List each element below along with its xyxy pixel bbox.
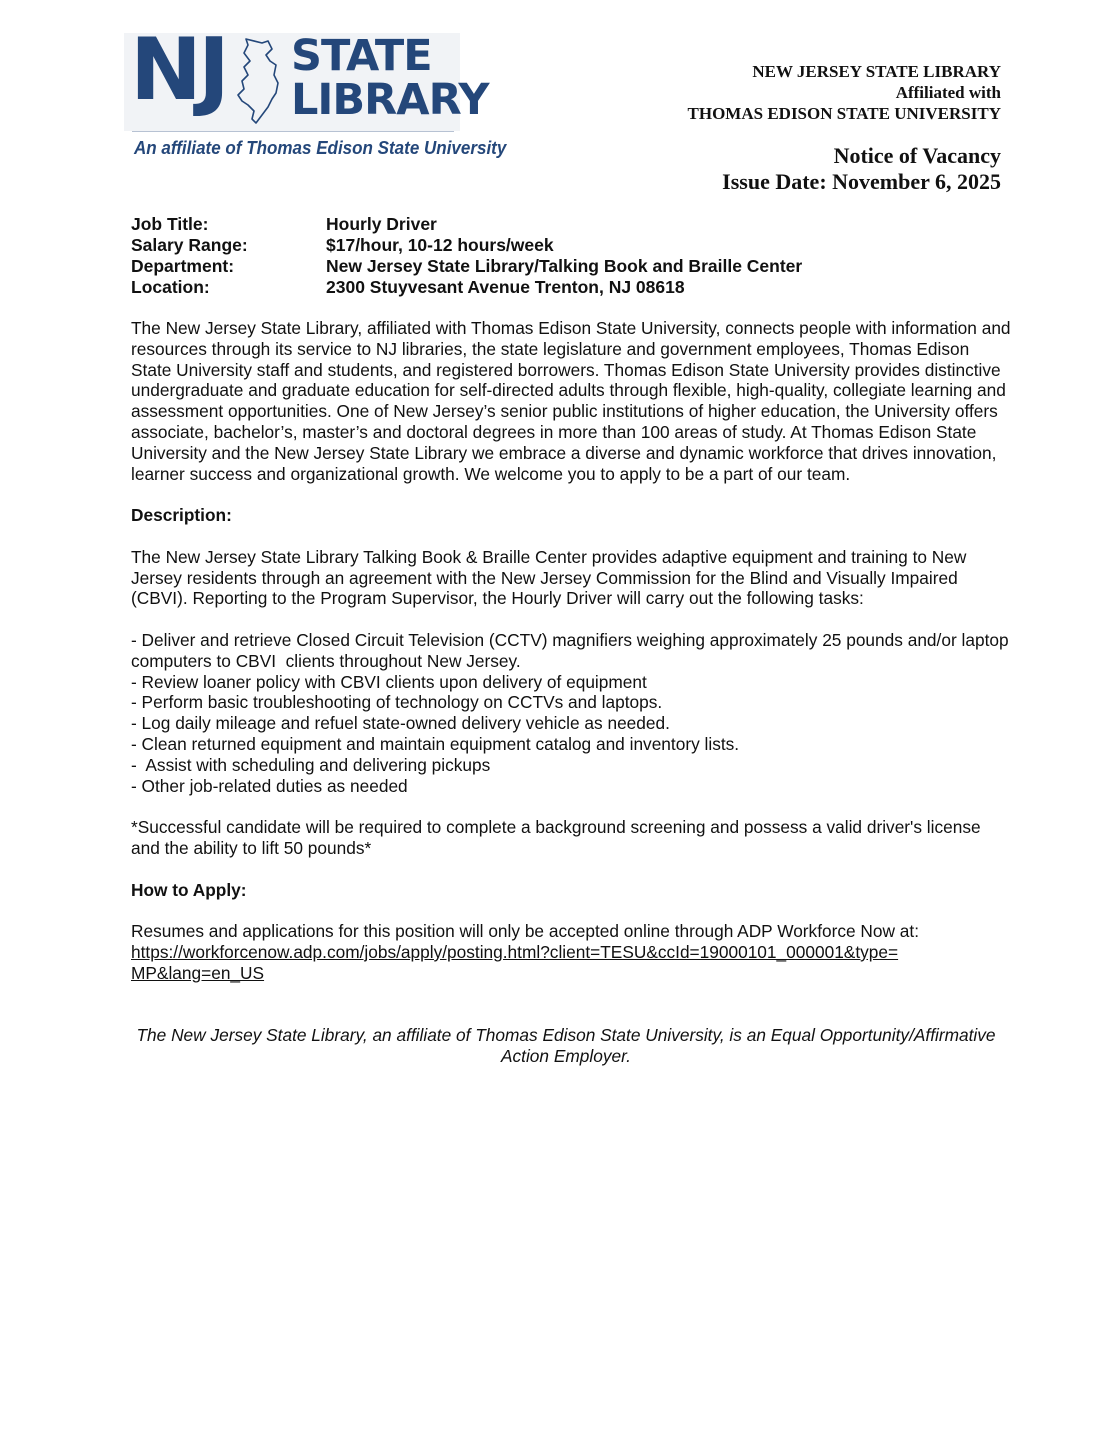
department-value: New Jersey State Library/Talking Book and Braille Center <box>326 256 803 276</box>
logo-divider <box>132 131 454 132</box>
apply-instructions: Resumes and applications for this position will only be accepted online through ADP Workforce Now at: <box>131 921 920 942</box>
task-item: - Other job-related duties as needed <box>131 775 408 796</box>
logo-nj-mark: NJ <box>130 20 226 120</box>
logo-word-library: LIBRARY <box>291 75 489 125</box>
salary-value: $17/hour, 10-12 hours/week <box>326 235 554 255</box>
equal-opportunity-statement: The New Jersey State Library, an affiliate of Thomas Edison State University, is an Equal Opportunity/Affirmative Action Employer. <box>136 1025 996 1066</box>
task-item: - Log daily mileage and refuel state-owned delivery vehicle as needed. <box>131 713 670 734</box>
posting-body <box>131 318 1014 984</box>
job-title-label: Job Title: <box>131 214 209 234</box>
application-link[interactable]: https://workforcenow.adp.com/jobs/apply/posting.html?client=TESU&ccId=19000101_000001&type=MP&lang=en_US <box>131 941 899 983</box>
location-value: 2300 Stuyvesant Avenue Trenton, NJ 08618 <box>326 277 685 297</box>
location-row <box>131 277 802 298</box>
logo-tagline: An affiliate of Thomas Edison State University <box>134 137 507 158</box>
task-item: - Assist with scheduling and delivering pickups <box>131 754 491 775</box>
job-info <box>131 214 802 298</box>
logo-word-state: STATE <box>291 31 432 81</box>
task-list <box>131 629 1014 796</box>
description-heading: Description: <box>131 505 232 526</box>
salary-row <box>131 235 802 256</box>
notice-block <box>722 143 1001 195</box>
how-to-apply-heading: How to Apply: <box>131 879 247 900</box>
location-label: Location: <box>131 277 210 297</box>
description-paragraph: The New Jersey State Library Talking Book & Braille Center provides adaptive equipment and training to New Jersey residents through an agreement with the New Jersey Commission for the Blind and Visually Impaired (CBVI). Reporting to the Program Supervisor, the Hourly Driver will carry out the following tasks: <box>131 546 967 609</box>
department-row <box>131 256 802 277</box>
affiliated-with: Affiliated with <box>895 83 1001 102</box>
intro-paragraph: The New Jersey State Library, affiliated with Thomas Edison State University, connects people with information and resources through its service to NJ libraries, the state legislature and government employees, Thomas Edison State University staff and students, and registered borrowers. Thomas Edison State University provides distinctive undergraduate and graduate education for self-directed adults through flexible, high-quality, collegiate learning and assessment opportunities. One of New Jersey’s senior public institutions of higher education, the University offers associate, bachelor’s, master’s and doctoral degrees in more than 100 areas of study. At Thomas Edison State University and the New Jersey State Library we embrace a diverse and dynamic workforce that drives innovation, learner success and organizational growth. We welcome you to apply to be a part of our team. <box>131 318 1011 484</box>
org-name: NEW JERSEY STATE LIBRARY <box>752 62 1001 81</box>
job-title-value: Hourly Driver <box>326 214 437 234</box>
issue-date: Issue Date: November 6, 2025 <box>722 169 1001 194</box>
task-item: - Clean returned equipment and maintain equipment catalog and inventory lists. <box>131 733 740 754</box>
task-item: - Perform basic troubleshooting of technology on CCTVs and laptops. <box>131 692 663 713</box>
university-name: THOMAS EDISON STATE UNIVERSITY <box>687 104 1001 123</box>
new-jersey-outline-icon <box>232 35 284 127</box>
salary-label: Salary Range: <box>131 235 248 255</box>
letterhead <box>688 61 1001 124</box>
nj-state-library-logo <box>124 20 507 165</box>
department-label: Department: <box>131 256 235 276</box>
task-item: - Deliver and retrieve Closed Circuit Television (CCTV) magnifiers weighing approximately 25 pounds and/or laptop computers to CBVI clients throughout New Jersey. <box>131 629 1014 671</box>
notice-title: Notice of Vacancy <box>833 143 1001 168</box>
requirement-note: *Successful candidate will be required to complete a background screening and possess a valid driver's license and the ability to lift 50 pounds* <box>131 817 981 858</box>
job-title-row <box>131 214 802 235</box>
task-item: - Review loaner policy with CBVI clients upon delivery of equipment <box>131 671 647 692</box>
